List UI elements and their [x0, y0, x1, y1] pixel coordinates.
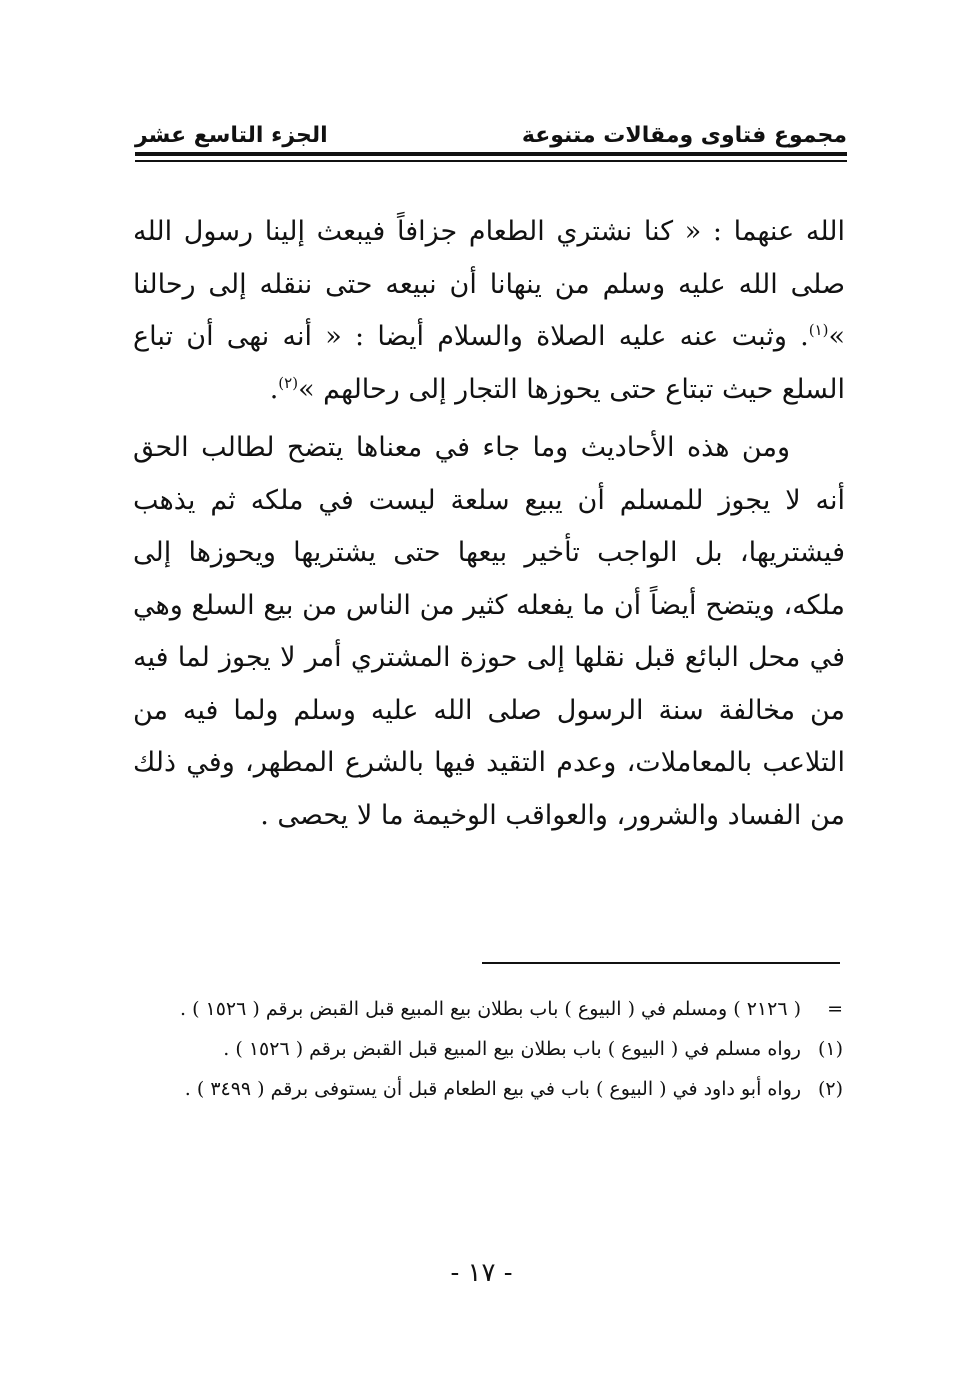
footnote-ref-1: (١) — [808, 321, 829, 339]
page-number: - ١٧ - — [450, 1258, 513, 1288]
footnote-1 — [125, 1032, 843, 1067]
footnote-continued — [125, 992, 843, 1027]
header-rule-thin — [135, 160, 847, 162]
footnote-text: رواه مسلم في ( البيوع ) باب بطلان بيع المبيع قبل القبض برقم ( ١٥٢٦ ) . — [223, 1038, 801, 1060]
footnote-2 — [125, 1072, 843, 1107]
header-rule-thick — [135, 152, 847, 156]
footnote-text: ( ٢١٢٦ ) ومسلم في ( البيوع ) باب بطلان بيع المبيع قبل القبض برقم ( ١٥٢٦ ) . — [179, 998, 801, 1020]
paragraph-1 — [133, 206, 845, 416]
footnote-separator — [482, 962, 840, 964]
footnote-ref-2: (٢) — [278, 373, 299, 392]
footnotes — [125, 992, 843, 1112]
book-title: مجموع فتاوى ومقالات متنوعة — [521, 123, 847, 148]
running-header — [135, 116, 847, 148]
footnote-text: رواه أبو داود في ( البيوع ) باب في بيع الطعام قبل أن يستوفى برقم ( ٣٤٩٩ ) . — [184, 1078, 801, 1100]
footnote-marker: (٢) — [817, 1078, 843, 1100]
paragraph-1-text-b: . وثبت عنه عليه الصلاة والسلام أيضا : « أنه نهى أن تباع السلع حيث تبتاع حتى يحوزها التجار إلى رحالهم » — [133, 321, 845, 405]
paragraph-1-text-a: الله عنهما : « كنا نشتري الطعام جزافاً فيبعث إلينا رسول الله صلى الله عليه وسلم من ينهانا أن نبيعه حتى ننقله إلى رحالنا » — [133, 216, 845, 352]
paragraph-2: ومن هذه الأحاديث وما جاء في معناها يتضح لطالب الحق أنه لا يجوز للمسلم أن يبيع سلعة ليست في ملكه ثم يذهب فيشتريها، بل الواجب تأخير بيعها حتى يشتريها ويحوزها إلى ملكه، ويتضح أيضاً أن ما يفعله كثير من الناس من بيع السلع وهي في محل البائع قبل نقلها إلى حوزة المشتري أمر لا يجوز لما فيه من مخالفة سنة الرسول صلى الله عليه وسلم ولما فيه من التلاعب بالمعاملات، وعدم التقيد فيها بالشرع المطهر، وفي ذلك من الفساد والشرور، والعواقب الوخيمة ما لا يحصى . — [133, 432, 845, 831]
paragraph-1-text-c: . — [269, 373, 279, 405]
volume-label: الجزء التاسع عشر — [135, 123, 328, 148]
body-text — [133, 206, 845, 842]
footnote-marker: (١) — [817, 1038, 843, 1060]
footnote-marker: = — [827, 998, 843, 1020]
